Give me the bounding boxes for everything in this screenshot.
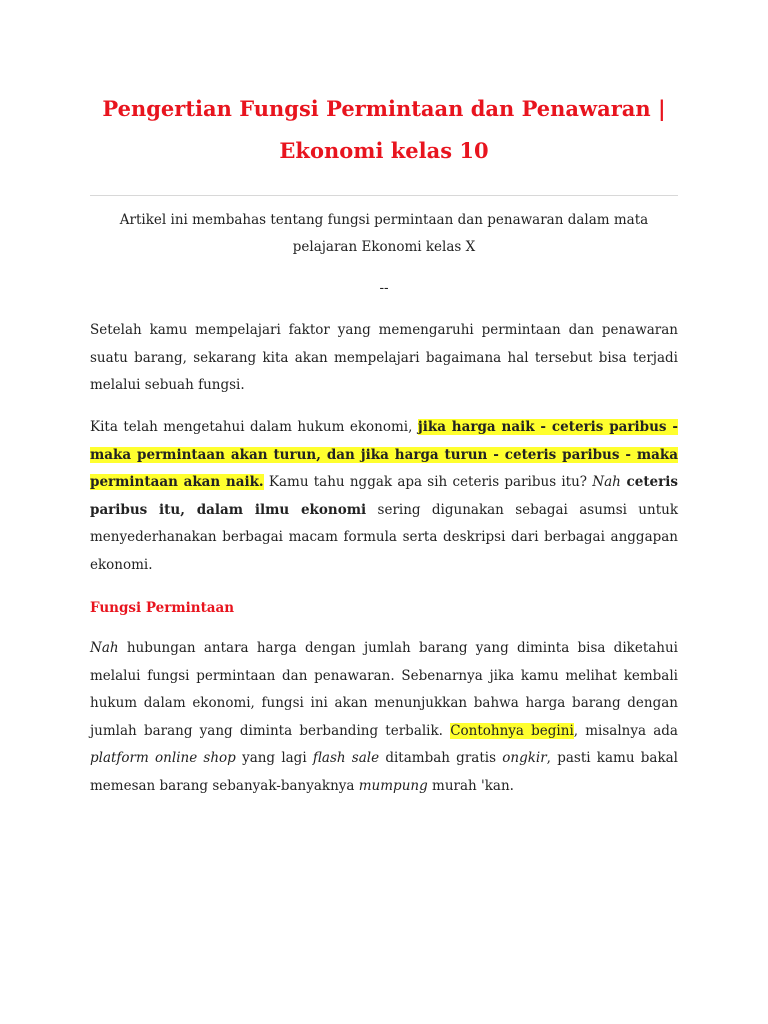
para2-nah: Nah xyxy=(592,474,621,491)
para3-italic-2: flash sale xyxy=(312,750,380,767)
article-title xyxy=(60,88,708,172)
para3-highlight: Contohnya begini xyxy=(450,722,574,739)
para3-italic-3: ongkir xyxy=(502,750,547,767)
para3-nah: Nah xyxy=(90,640,119,656)
paragraph-3 xyxy=(90,635,678,801)
article-title-line1: Pengertian Fungsi Permintaan dan Penawaran | xyxy=(102,96,666,121)
section-heading: Fungsi Permintaan xyxy=(90,600,235,616)
section-separator: -- xyxy=(379,280,389,296)
title-divider xyxy=(90,195,678,196)
para3-text-4: ditambah gratis xyxy=(379,750,503,767)
para3-text-2: , misalnya ada xyxy=(573,722,678,739)
para3-text-5: , pasti kamu bakal memesan barang sebanyak-banyaknya xyxy=(90,750,678,794)
paragraph-1: Setelah kamu mempelajari faktor yang memengaruhi permintaan dan penawaran suatu barang, sekarang kita akan mempelajari bagaimana hal tersebut bisa terjadi melalui sebuah fungsi. xyxy=(90,322,678,394)
intro-line1: Artikel ini membahas tentang fungsi permintaan dan penawaran dalam mata xyxy=(119,212,649,228)
para3-italic-4: mumpung xyxy=(358,777,428,794)
article-title-line2: Ekonomi kelas 10 xyxy=(279,138,489,163)
para3-text-6: murah 'kan. xyxy=(427,777,514,794)
para3-text-1: hubungan antara harga dengan jumlah barang yang diminta bisa diketahui melalui fungsi permintaan dan penawaran. Sebenarnya jika kamu melihat kembali hukum dalam ekonomi, fungsi ini akan menunjukkan bahwa harga barang dengan jumlah barang yang diminta berbanding terbalik. xyxy=(90,640,678,739)
paragraph-2 xyxy=(90,414,678,580)
article-intro xyxy=(90,207,678,261)
para2-text-1: Kita telah mengetahui dalam hukum ekonomi, xyxy=(90,419,418,435)
para2-bold: ceteris paribus itu, dalam ilmu ekonomi xyxy=(90,474,678,518)
para2-highlight: jika harga naik - ceteris paribus - maka permintaan akan turun, dan jika harga turun - ceteris paribus - maka permintaan akan naik. xyxy=(90,419,678,491)
para2-text-2: Kamu tahu nggak apa sih ceteris paribus itu? xyxy=(263,474,593,491)
para2-text-3: sering digunakan sebagai asumsi untuk menyederhanakan berbagai macam formula serta deskripsi dari berbagai anggapan ekonomi. xyxy=(90,501,678,573)
para3-text-3: yang lagi xyxy=(235,750,313,767)
para3-italic-1: platform online shop xyxy=(90,750,236,767)
intro-line2: pelajaran Ekonomi kelas X xyxy=(292,239,476,255)
